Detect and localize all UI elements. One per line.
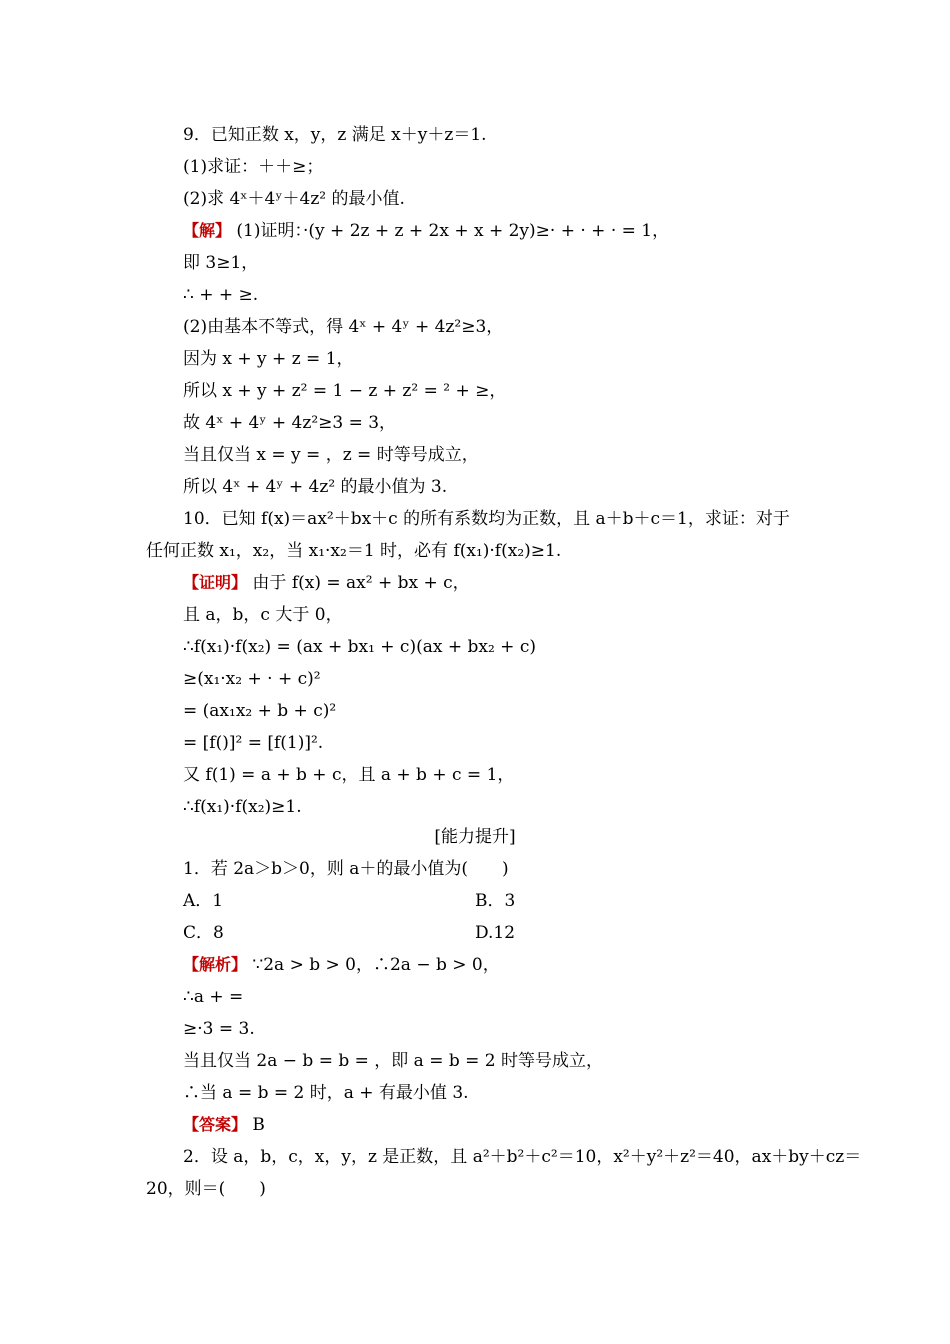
solution-line: 【解】 (1)证明：·(y + 2z + z + 2x + x + 2y)≥· + · + · = 1， bbox=[183, 221, 670, 241]
proof-line: ∴f(x₁)·f(x₂) = (ax + bx₁ + c)(ax + bx₂ + c) bbox=[183, 637, 536, 657]
question-1: 1．若 2a＞b＞0，则 a＋的最小值为( ) bbox=[183, 859, 509, 879]
analysis-tag: 【解析】 bbox=[183, 955, 248, 974]
section-heading: [能力提升] bbox=[434, 827, 516, 847]
analysis-line: ≥·3 = 3. bbox=[183, 1019, 255, 1039]
problem-10-statement-cont: 任何正数 x₁，x₂，当 x₁·x₂＝1 时，必有 f(x₁)·f(x₂)≥1. bbox=[146, 541, 562, 561]
analysis-line: ∴a + = bbox=[183, 987, 244, 1007]
problem-9-part-2: (2)求 4ˣ＋4ʸ＋4z² 的最小值. bbox=[183, 189, 405, 209]
solution-line: 因为 x + y + z = 1， bbox=[183, 349, 354, 369]
problem-9-statement: 9．已知正数 x，y，z 满足 x＋y＋z＝1. bbox=[183, 125, 487, 145]
problem-9-part-1: (1)求证：＋＋≥； bbox=[183, 157, 324, 177]
solution-line: ∴ + + ≥. bbox=[183, 285, 259, 305]
solution-line: 所以 4ˣ + 4ʸ + 4z² 的最小值为 3. bbox=[183, 477, 448, 497]
solution-line: 故 4ˣ + 4ʸ + 4z²≥3 = 3， bbox=[183, 413, 397, 433]
options-row bbox=[0, 923, 950, 945]
solution-line: (2)由基本不等式，得 4ˣ + 4ʸ + 4z²≥3， bbox=[183, 317, 504, 337]
proof-line: ≥(x₁·x₂ + · + c)² bbox=[183, 669, 321, 689]
solution-line: 即 3≥1， bbox=[183, 253, 259, 273]
proof-tag: 【证明】 bbox=[183, 573, 248, 592]
solution-line: 当且仅当 x = y = ，z = 时等号成立， bbox=[183, 445, 479, 465]
question-2: 2．设 a，b，c，x，y，z 是正数，且 a²＋b²＋c²＝10，x²＋y²＋z²＝40，ax＋by＋cz＝ bbox=[183, 1147, 862, 1167]
proof-line: = (ax₁x₂ + b + c)² bbox=[183, 701, 337, 721]
proof-line: ∴f(x₁)·f(x₂)≥1. bbox=[183, 797, 302, 817]
option-a: A．1 bbox=[183, 891, 224, 911]
option-c: C．8 bbox=[183, 923, 224, 943]
option-b: B．3 bbox=[475, 891, 516, 911]
answer-tag: 【答案】 bbox=[183, 1115, 248, 1134]
problem-10-statement: 10．已知 f(x)＝ax²＋bx＋c 的所有系数均为正数，且 a＋b＋c＝1，求证：对于 bbox=[183, 509, 790, 529]
proof-line: 且 a，b，c 大于 0， bbox=[183, 605, 343, 625]
answer-line: 【答案】 B bbox=[183, 1115, 265, 1135]
options-row bbox=[0, 891, 950, 913]
analysis-line: 【解析】 ∵2a > b > 0，∴2a − b > 0， bbox=[183, 955, 500, 975]
analysis-line: ∴当 a = b = 2 时，a + 有最小值 3. bbox=[183, 1083, 469, 1103]
solution-tag: 【解】 bbox=[183, 221, 232, 240]
option-d: D.12 bbox=[475, 923, 516, 943]
proof-line: = [f()]² = [f(1)]². bbox=[183, 733, 324, 753]
analysis-line: 当且仅当 2a − b = b = ，即 a = b = 2 时等号成立， bbox=[183, 1051, 604, 1071]
solution-line: 所以 x + y + z² = 1 − z + z² = ² + ≥， bbox=[183, 381, 507, 401]
proof-line: 【证明】 由于 f(x) = ax² + bx + c， bbox=[183, 573, 470, 593]
question-2-cont: 20，则＝( ) bbox=[146, 1179, 266, 1199]
proof-line: 又 f(1) = a + b + c，且 a + b + c = 1， bbox=[183, 765, 515, 785]
